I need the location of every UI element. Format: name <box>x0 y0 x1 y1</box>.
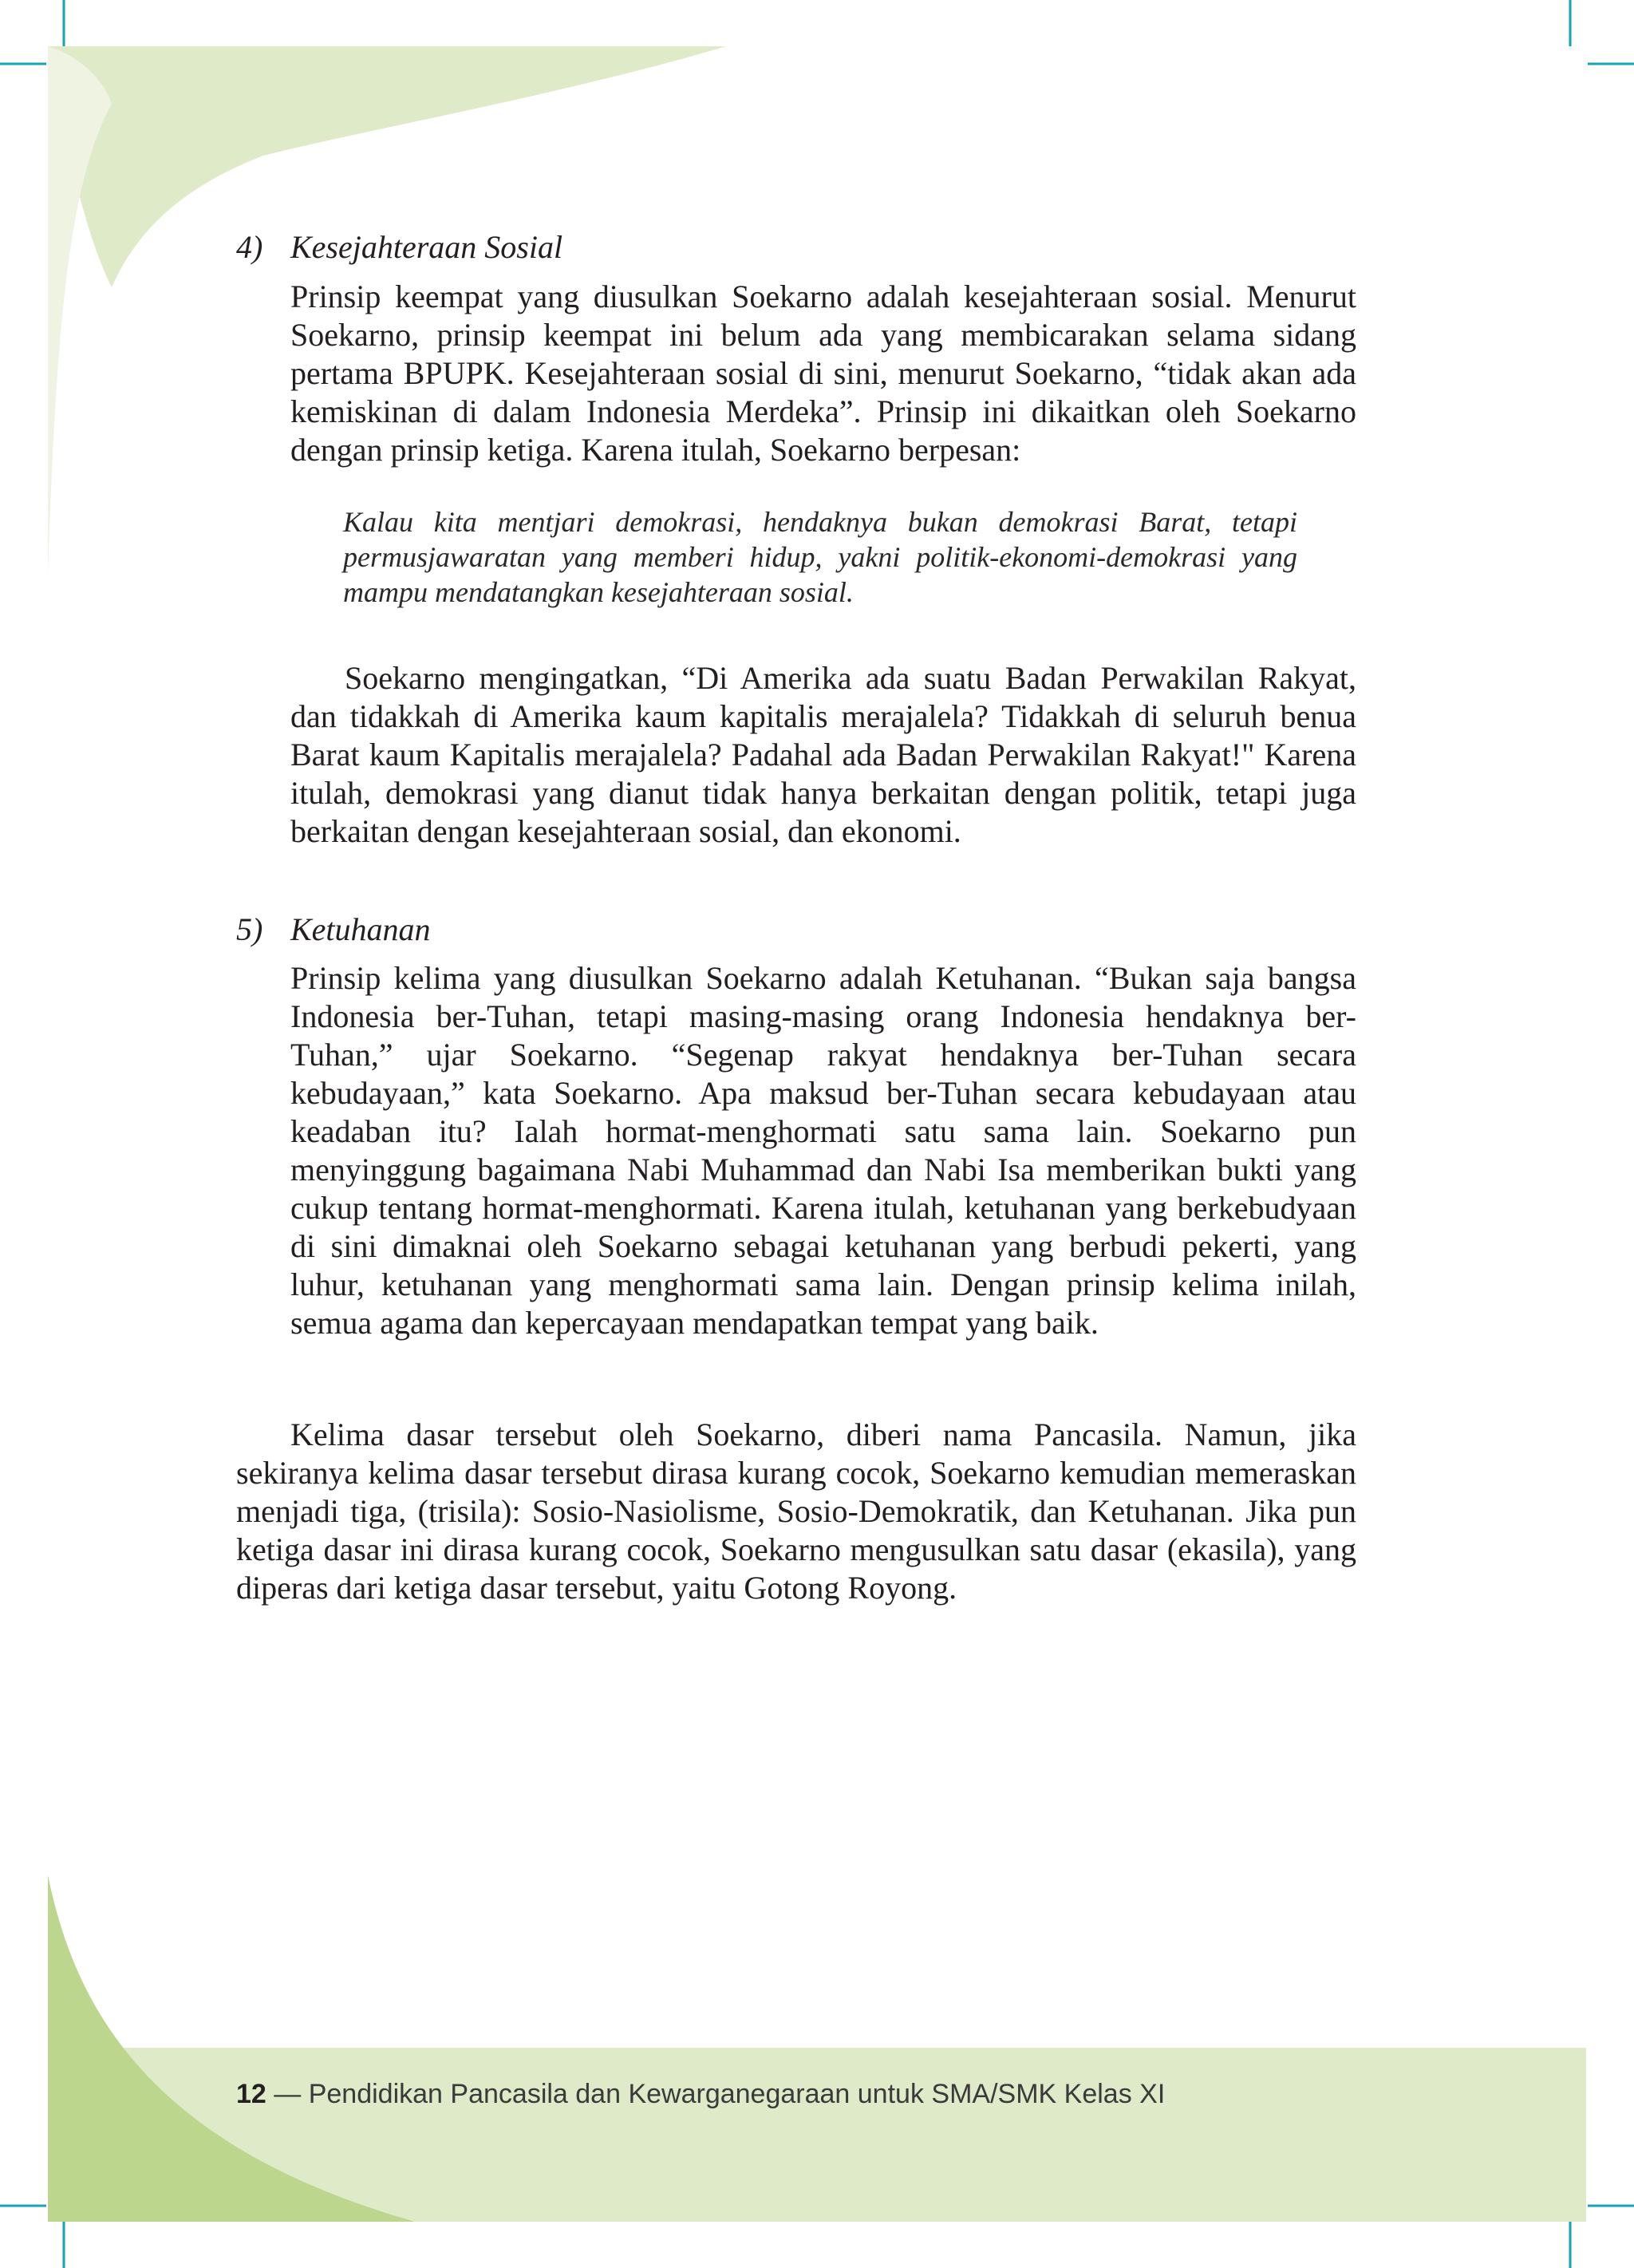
page-number: 12 <box>236 2079 266 2109</box>
section-5-paragraph: Prinsip kelima yang diusulkan Soekarno adalah Ketuhanan. “Bukan saja bangsa Indonesia ber-Tuhan, tetapi masing-masing orang Indonesia hendaknya ber-Tuhan,” ujar Soekarno. “Segenap rakyat hendaknya ber-Tuhan secara kebudayaan,” kata Soekarno. Apa maksud ber-Tuhan secara kebudayaan atau keadaban itu? Ialah hormat-menghormati satu sama lain. Soekarno pun menyinggung bagaimana Nabi Muhammad dan Nabi Isa memberikan bukti yang cukup tentang hormat-menghormati. Karena itulah, ketuhanan yang berkebudyaan di sini dimaknai oleh Soekarno sebagai ketuhanan yang berbudi pekerti, yang luhur, ketuhanan yang menghormati sama lain. Dengan prinsip kelima inilah, semua agama dan kepercayaan mendapatkan tempat yang baik. <box>290 960 1356 1341</box>
page-footer <box>236 2079 1165 2110</box>
section-4-paragraph-2: Soekarno mengingatkan, “Di Amerika ada suatu Badan Perwakilan Rakyat, dan tidakkah di Amerika kaum kapitalis merajalela? Tidakkah di seluruh benua Barat kaum Kapitalis merajalela? Padahal ada Badan Perwakilan Rakyat!" Karena itulah, demokrasi yang dianut tidak hanya berkaitan dengan politik, tetapi juga berkaitan dengan kesejahteraan sosial, dan ekonomi. <box>290 660 1356 849</box>
section-4-quote: Kalau kita mentjari demokrasi, hendaknya bukan demokrasi Barat, tetapi permusjawaratan yang memberi hidup, yakni politik-ekonomi-demokrasi yang mampu mendatangkan kesejahteraan sosial. <box>343 506 1297 608</box>
section-4-number: 4) <box>236 229 263 265</box>
section-5-number: 5) <box>236 911 263 947</box>
section-4-heading <box>236 228 562 267</box>
section-5-title: Ketuhanan <box>290 911 431 947</box>
section-4-paragraph: Prinsip keempat yang diusulkan Soekarno adalah kesejahteraan sosial. Menurut Soekarno, prinsip keempat ini belum ada yang membicarakan selama sidang pertama BPUPK. Kesejahteraan sosial di sini, menurut Soekarno, “tidak akan ada kemiskinan di dalam Indonesia Merdeka”. Prinsip ini dikaitkan oleh Soekarno dengan prinsip ketiga. Karena itulah, Soekarno berpesan: <box>290 279 1356 468</box>
section-4-title: Kesejahteraan Sosial <box>290 229 563 265</box>
section-5-heading <box>236 911 431 949</box>
closing-paragraph: Kelima dasar tersebut oleh Soekarno, diberi nama Pancasila. Namun, jika sekiranya kelima dasar tersebut dirasa kurang cocok, Soekarno kemudian memeraskan menjadi tiga, (trisila): Sosio-Nasiolisme, Sosio-Demokratik, dan Ketuhanan. Jika pun ketiga dasar ini dirasa kurang cocok, Soekarno mengusulkan satu dasar (ekasila), yang diperas dari ketiga dasar tersebut, yaitu Gotong Royong. <box>236 1417 1356 1606</box>
book-title: — Pendidikan Pancasila dan Kewarganegaraan untuk SMA/SMK Kelas XI <box>266 2079 1166 2109</box>
